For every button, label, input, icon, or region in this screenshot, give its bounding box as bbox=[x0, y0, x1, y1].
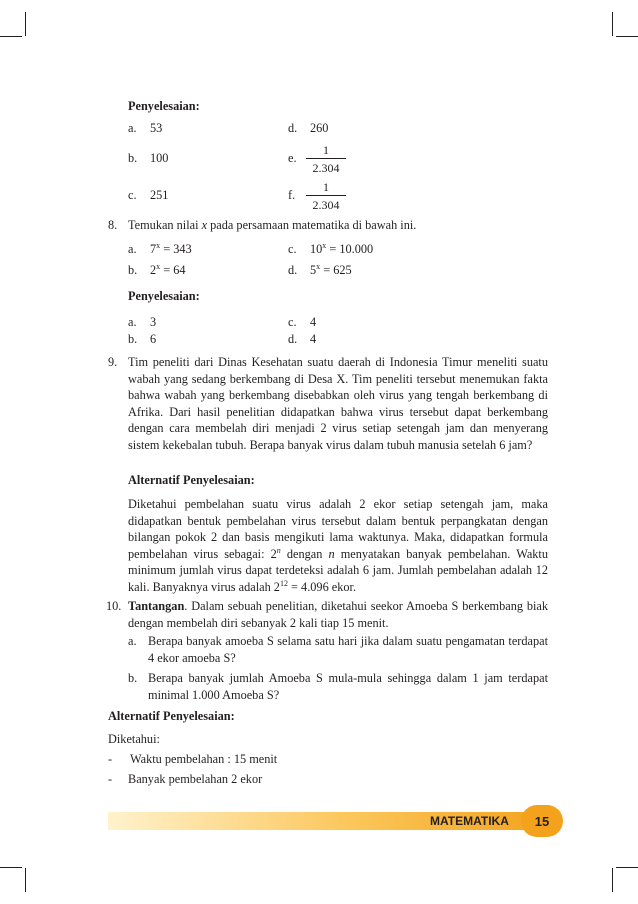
option-label: c. bbox=[128, 188, 137, 202]
question-text: Temukan nilai x pada persamaan matematika di bawah ini. bbox=[128, 218, 417, 232]
option-value: 260 bbox=[310, 121, 329, 135]
question-number: 9. bbox=[108, 355, 118, 369]
option-label: b. bbox=[128, 263, 138, 277]
sub-question: Berapa banyak jumlah Amoeba S mula-mula sehingga dalam 1 jam terdapat minimal 1.000 Amoeba S? bbox=[148, 671, 548, 702]
crop-mark bbox=[616, 867, 638, 868]
known-label: Diketahui: bbox=[108, 732, 160, 746]
option-value: 3 bbox=[150, 315, 157, 329]
crop-mark bbox=[25, 868, 26, 892]
option-label: e. bbox=[288, 151, 297, 165]
option-label: b. bbox=[128, 332, 138, 346]
option-label: a. bbox=[128, 315, 137, 329]
crop-mark bbox=[612, 12, 613, 36]
option-label: b. bbox=[128, 671, 138, 685]
option-label: d. bbox=[288, 263, 298, 277]
equation: $7^x = 343$ bbox=[150, 241, 192, 256]
option-label: a. bbox=[128, 121, 137, 135]
question-text: Tantangan. Dalam sebuah penelitian, diketahui seekor Amoeba S berkembang biak dengan membelah diri sebanyak 2 kali tiap 15 menit. bbox=[128, 599, 548, 630]
crop-mark bbox=[0, 867, 22, 868]
question-number: 8. bbox=[108, 218, 118, 232]
solution-text: Diketahui pembelahan suatu virus adalah 2 ekor setiap setengah jam, maka didapatkan bentuk pembelahan virus tersebut dalam bentuk perpangkatan dengan bilangan pokok 2 dan basis mengikuti lama waktunya. Maka, didapatkan formula pembelahan virus sebagai: 2$^n$ dengan n menyatakan banyak pembelahan. Waktu minimum jumlah virus dapat terdeteksi adalah 6 jam. Jumlah pembelahan adalah 12 kali. Banyaknya virus adalah $2^{12} = 4.096$ ekor. bbox=[128, 497, 548, 594]
sub-question: Berapa banyak amoeba S selama satu hari jika dalam suatu pengamatan terdapat 4 ekor amoeba S? bbox=[148, 634, 548, 665]
option-label: c. bbox=[288, 315, 297, 329]
equation: $2^x = 64$ bbox=[150, 262, 186, 277]
option-label: c. bbox=[288, 242, 297, 256]
option-value: 100 bbox=[150, 151, 169, 165]
section-heading: Penyelesaian: bbox=[128, 289, 200, 303]
option-label: a. bbox=[128, 634, 137, 648]
crop-mark bbox=[612, 868, 613, 892]
question-text: Tim peneliti dari Dinas Kesehatan suatu daerah di Indonesia Timur meneliti suatu wabah yang sedang berkembang di Desa X. Tim peneliti tersebut menemukan fakta bahwa wabah yang berkembang disebabkan oleh virus yang tengah berkembang di Afrika. Dari hasil penelitian didapatkan bahwa virus tersebut dapat berkembang dengan cara membelah diri menjadi 2 virus setiap setengah jam dan menyerang sistem kekebalan tubuh. Berapa banyak virus dalam tubuh manusia setelah 6 jam? bbox=[128, 355, 548, 452]
option-value: 6 bbox=[150, 332, 157, 346]
option-label: a. bbox=[128, 242, 137, 256]
equation: $5^x = 625$ bbox=[310, 262, 352, 277]
option-value: 4 bbox=[310, 315, 317, 329]
footer-subject: MATEMATIKA bbox=[430, 814, 509, 828]
option-label: d. bbox=[288, 332, 298, 346]
question-number: 10. bbox=[106, 599, 122, 613]
section-heading: Alternatif Penyelesaian: bbox=[108, 709, 235, 723]
equation: $10^x = 10.000$ bbox=[310, 241, 374, 256]
option-label: b. bbox=[128, 151, 138, 165]
crop-mark bbox=[616, 36, 638, 37]
option-label: f. bbox=[288, 188, 296, 202]
list-item: Banyak pembelahan 2 ekor bbox=[128, 772, 263, 786]
list-bullet: - bbox=[108, 772, 113, 786]
section-heading: Alternatif Penyelesaian: bbox=[128, 473, 255, 487]
list-bullet: - bbox=[108, 752, 113, 766]
section-heading: Penyelesaian: bbox=[128, 99, 200, 113]
option-value: 53 bbox=[150, 121, 163, 135]
fraction-denominator: 2.304 bbox=[312, 161, 340, 175]
option-value: 251 bbox=[150, 188, 169, 202]
fraction-numerator: 1 bbox=[306, 180, 346, 196]
crop-mark bbox=[0, 36, 22, 37]
page-number: 15 bbox=[521, 805, 563, 837]
option-label: d. bbox=[288, 121, 298, 135]
fraction-denominator: 2.304 bbox=[312, 198, 340, 212]
option-value: 4 bbox=[310, 332, 317, 346]
fraction bbox=[306, 180, 346, 212]
fraction bbox=[306, 143, 346, 175]
list-item: Waktu pembelahan : 15 menit bbox=[130, 752, 278, 766]
crop-mark bbox=[25, 12, 26, 36]
fraction-numerator: 1 bbox=[306, 143, 346, 159]
